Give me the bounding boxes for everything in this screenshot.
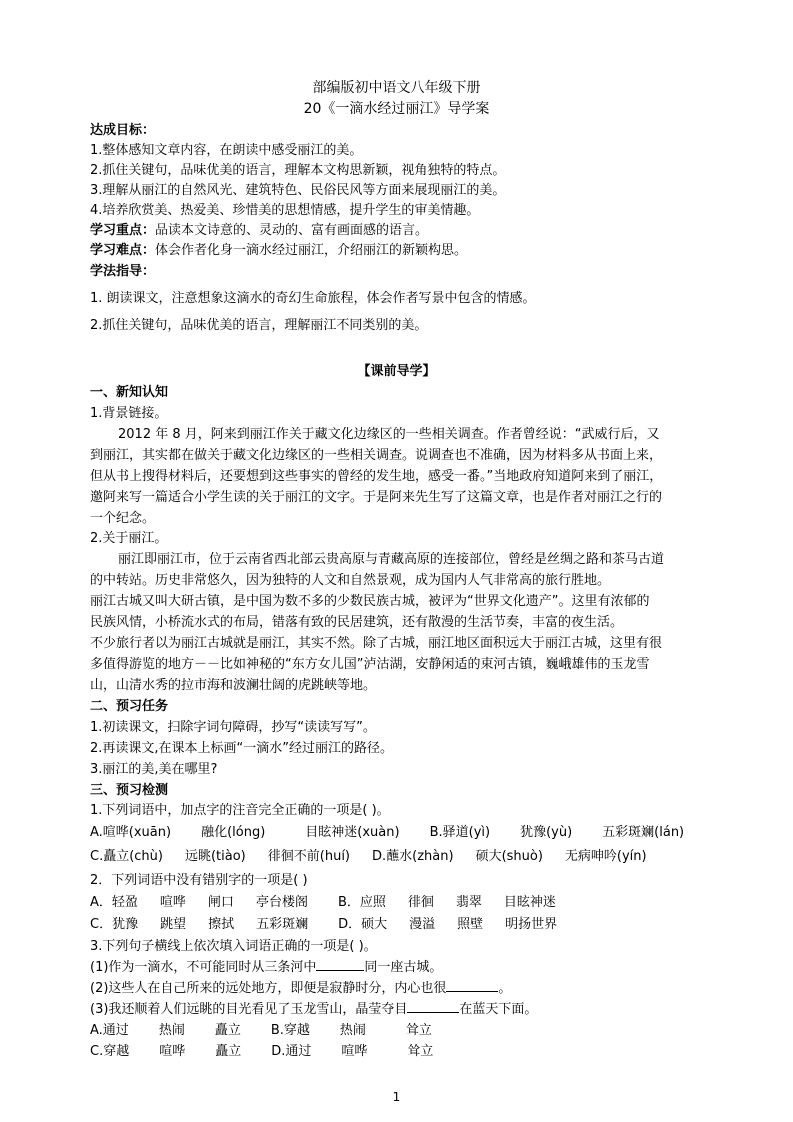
sentence-text: (1)作为一滴水，不可能同时从三条河中 [90,960,317,975]
option-item: 徘徊不前(huí) [267,849,350,864]
question2-options-cd [90,915,557,935]
question1-stem: 1.下列词语中，加点字的注音完全正确的一项是( )。 [90,803,390,818]
about-paragraph-line: 的中转站。历史非常悠久，因为独特的人文和自然景观，成为国内人气非常高的旅行胜地。 [90,573,611,588]
option-item: C．犹豫 [90,917,139,932]
option-item: 目眩神迷 [503,895,556,910]
fill-blank [446,979,498,992]
method-heading: 学法指导： [90,264,156,279]
option-item: 明扬世界 [505,917,558,932]
objective-item: 1.整体感知文章内容，在朗读中感受丽江的美。 [90,143,363,158]
option-item: 目眩神迷(xuàn) [305,825,400,840]
option-item: 矗立 [215,1044,242,1059]
question3-options-cd [90,1042,433,1062]
background-label: 1.背景链接。 [90,406,168,421]
about-paragraph-line: 丽江古城又叫大研古镇，是中国为数不多的少数民族古城，被评为“世界文化遗产”。这里有浓郁的 [90,594,650,609]
option-item: 喧哗 [159,895,186,910]
option-item: C.矗立(chù) [90,849,163,864]
option-item: 耸立 [405,1023,432,1038]
doc-title-line2: 20《一滴水经过丽江》导学案 [303,101,490,117]
preclass-heading: 【课前导学】 [357,364,436,379]
option-item: 跳望 [160,917,187,932]
page-number: 1 [392,1090,401,1104]
method-item: 2.抓住关键句，品味优美的语言，理解丽江不同类别的美。 [90,318,428,333]
option-item: 照壁 [457,917,484,932]
sentence-text: 同一座古城。 [364,960,443,975]
option-item: 亭台楼阁 [255,895,308,910]
background-paragraph-line: 2012 年 8 月，阿来到丽江作关于藏文化边缘区的一些相关调查。作者曾经说：“武威行后，又 [118,427,660,442]
question2-options-ab [90,893,556,913]
task-item: 2.再读课文,在课本上标画“一滴水”经过丽江的路径。 [90,741,394,756]
task-item: 3.丽江的美,美在哪里? [90,762,218,777]
option-item: B．应照 [337,895,386,910]
fill-blank [407,1000,459,1013]
option-item: 耸立 [407,1044,434,1059]
sentence-text: (2)这些人在自己所来的远处地方，即便是寂静时分，内心也很 [90,981,447,996]
key-point-label: 学习重点： [90,223,156,238]
question1-options-cd [90,847,647,867]
question3-options-ab [90,1021,432,1041]
option-item: A.喧哗(xuān) [90,825,172,840]
option-item: 翡翠 [455,895,482,910]
objectives-heading: 达成目标： [90,123,156,138]
about-paragraph-line: 多值得游览的地方－－比如神秘的“东方女儿国”泸沽湖，安静闲适的束河古镇，巍峨雄伟的玉龙雪 [90,657,650,672]
option-item: A．轻盈 [90,895,138,910]
option-item: 硕大(shuò) [475,849,543,864]
question3-sentence3 [90,1000,537,1020]
sentence-text: (3)我还顺着人们远眺的目光看见了玉龙雪山，晶莹夺目 [90,1002,408,1017]
fill-blank [316,958,364,971]
option-item: 无病呻吟(yín) [564,849,647,864]
question3-sentence2 [90,979,511,999]
background-paragraph-line: 但从书上搜得材料后，还要想到这些事实的曾经的发生地，感受一番。”当地政府知道阿来到了丽江， [90,469,663,484]
option-item: 徘徊 [407,895,434,910]
question3-stem: 3.下列句子横线上依次填入词语正确的一项是( )。 [90,939,377,954]
question3-sentence1 [90,958,442,978]
difficult-point [90,241,467,261]
option-item: 热闹 [339,1023,366,1038]
difficult-point-text: 体会作者化身一滴水经过丽江，介绍丽江的新颖构思。 [155,243,468,258]
method-item: 1. 朗读课文，注意想象这滴水的奇幻生命旅程，体会作者写景中包含的情感。 [90,291,536,306]
option-item: 闸口 [207,895,234,910]
option-item: B.穿越 [270,1023,310,1038]
objective-item: 4.培养欣赏美、热爱美、珍惜美的思想情感，提升学生的审美情趣。 [90,203,480,218]
option-item: 漫溢 [409,917,436,932]
option-item: 融化(lóng) [201,825,266,840]
background-paragraph-line: 邀阿来写一篇适合小学生读的关于丽江的文字。于是阿来先生写了这篇文章，也是作者对丽江之行的 [90,490,663,505]
about-lijiang-label: 2.关于丽江。 [90,531,168,546]
background-paragraph-line: 到丽江，其实都在做关于藏文化边缘区的一些相关调查。说调查也不准确，因为材料多从书面上来， [90,448,663,463]
option-item: A.通过 [90,1023,129,1038]
option-item: 喧哗 [341,1044,368,1059]
sentence-text: 。 [498,981,512,996]
option-item: 五彩斑斓(lán) [602,825,685,840]
option-item: C.穿越 [90,1044,130,1059]
about-paragraph-line: 山，山清水秀的拉市海和波澜壮阔的虎跳峡等地。 [90,678,377,693]
about-paragraph-line: 不少旅行者以为丽江古城就是丽江，其实不然。除了古城，丽江地区面积远大于丽江古城，这里有很 [90,636,663,651]
option-item: 五彩斑斓 [256,917,309,932]
doc-title-line1: 部编版初中语文八年级下册 [312,80,481,96]
option-item: D.通过 [271,1044,312,1059]
option-item: D.蘸水(zhàn) [372,849,454,864]
sentence-text: 在蓝天下面。 [459,1002,538,1017]
section2-heading: 二、预习任务 [90,699,169,714]
option-item: 擦拭 [208,917,235,932]
background-paragraph-line: 一个纪念。 [90,511,156,526]
section1-heading: 一、新知认知 [90,385,169,400]
question2-stem: 2．下列词语中没有错别字的一项是( ) [90,873,308,888]
option-item: D．硕大 [338,917,388,932]
about-paragraph-line: 丽江即丽江市，位于云南省西北部云贵高原与青藏高原的连接部位，曾经是丝绸之路和茶马古道 [118,552,665,567]
about-paragraph-line: 民族风情，小桥流水式的布局，错落有致的民居建筑，还有散漫的生活节奏，丰富的夜生活。 [90,615,624,630]
task-item: 1.初读课文，扫除字词句障碍，抄写“读读写写”。 [90,720,376,735]
option-item: B.驿道(yì) [429,825,491,840]
option-item: 远眺(tiào) [184,849,246,864]
objective-item: 3.理解从丽江的自然风光、建筑特色、民俗民风等方面来展现丽江的美。 [90,183,506,198]
key-point [90,221,428,241]
difficult-point-label: 学习难点： [90,243,156,258]
option-item: 喧哗 [159,1044,186,1059]
question1-options-ab [90,823,684,843]
option-item: 犹豫(yù) [520,825,573,840]
option-item: 热闹 [158,1023,185,1038]
option-item: 矗立 [214,1023,241,1038]
key-point-text: 品读本文诗意的、灵动的、富有画面感的语言。 [155,223,429,238]
objective-item: 2.抓住关键句，品味优美的语言，理解本文构思新颖，视角独特的特点。 [90,163,506,178]
section3-heading: 三、预习检测 [90,783,169,798]
